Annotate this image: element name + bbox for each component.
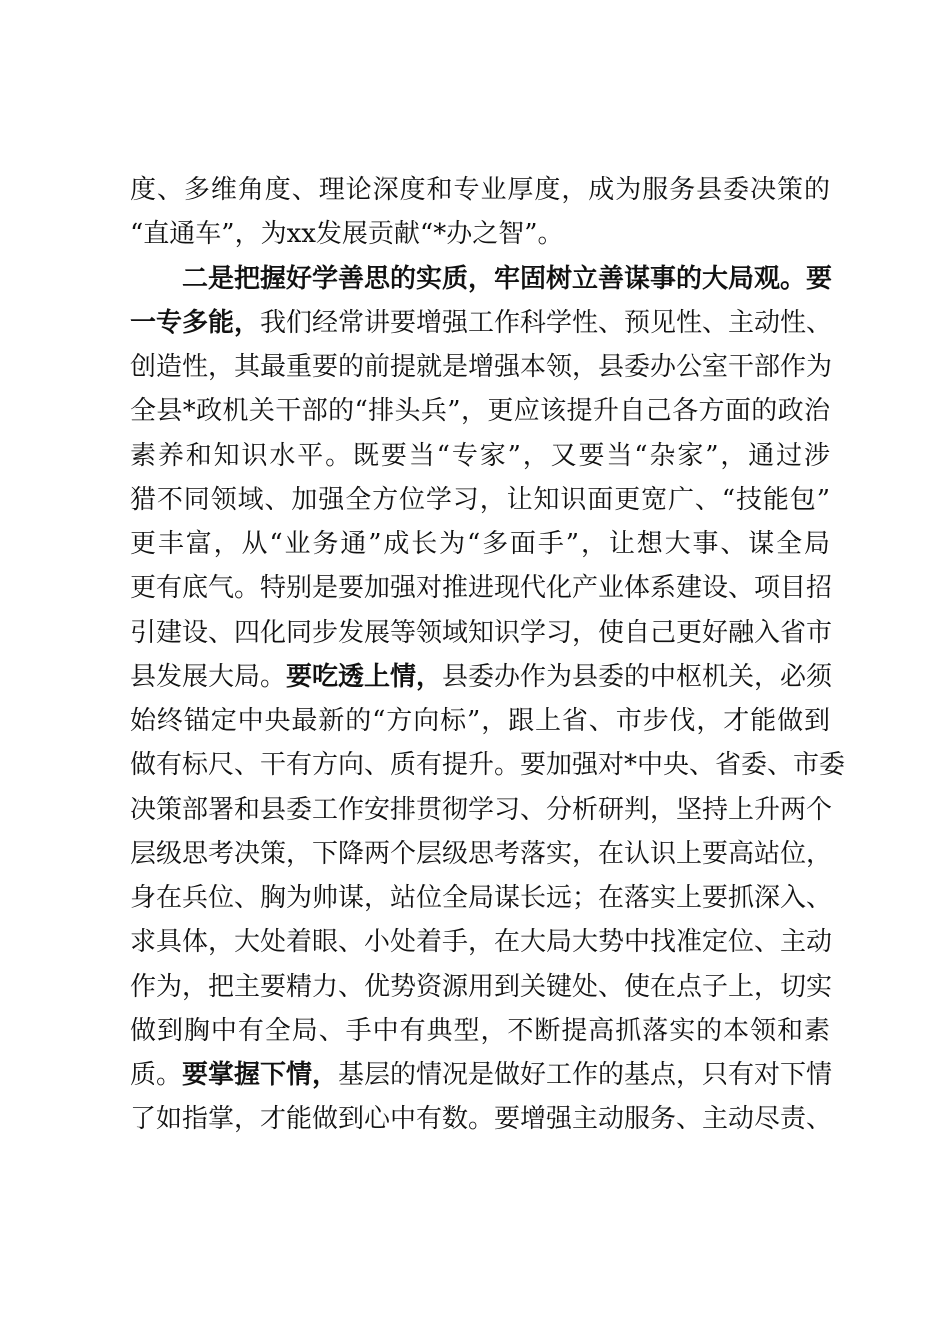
text-segment: 质。: [130, 1060, 183, 1090]
text-line: [130, 788, 833, 832]
text-line: [130, 920, 833, 964]
text-segment: 做有标尺、干有方向、质有提升。要加强对*中央、省委、市委: [130, 750, 846, 781]
text-segment: 始终锚定中央最新的“方向标”，跟上省、市步伐，才能做到: [130, 706, 830, 736]
text-segment: 县委办作为县委的中枢机关，必须: [442, 661, 833, 692]
heading-segment: 要吃透上情，: [286, 661, 443, 692]
text-segment: 度、多维角度、理论深度和专业厚度，成为服务县委决策的: [130, 175, 830, 205]
text-line: [130, 965, 833, 1009]
text-line: [130, 743, 846, 787]
text-segment: 更有底气。特别是要加强对推进现代化产业体系建设、项目招: [130, 573, 833, 604]
text-segment: 身在兵位、胸为帅谋，站位全局谋长远；在落实上要抓深入、: [130, 883, 833, 913]
text-segment: 创造性，其最重要的前提就是增强本领，县委办公室干部作为: [130, 352, 833, 382]
text-line: [130, 345, 833, 389]
text-line: [130, 1009, 830, 1053]
text-segment: 猎不同领域、加强全方位学习，让知识面更宽广、“技能包”: [130, 484, 830, 515]
text-line: [130, 478, 830, 522]
text-segment: “直通车”，为xx发展贡献“*办之智”。: [130, 219, 564, 250]
text-segment: 素养和知识水平。既要当“专家”，又要当“杂家”，通过涉: [130, 440, 830, 471]
document-body: [130, 168, 846, 1142]
text-segment: 层级思考决策，下降两个层级思考落实，在认识上要高站位，: [130, 838, 833, 869]
text-segment: 决策部署和县委工作安排贯彻学习、分析研判，坚持上升两个: [130, 794, 833, 825]
text-segment: 引建设、四化同步发展等领域知识学习，使自己更好融入省市: [130, 617, 833, 648]
text-line: [130, 212, 830, 256]
text-segment: 县发展大局。: [130, 661, 287, 692]
text-line: [130, 566, 833, 610]
heading-segment: 一专多能，: [130, 307, 261, 338]
text-segment: 更丰富，从“业务通”成长为“多面手”，让想大事、谋全局: [130, 529, 830, 559]
heading-segment: 要掌握下情，: [182, 1060, 339, 1090]
text-line: [130, 1053, 833, 1097]
text-segment: 我们经常讲要增强工作科学性、预见性、主动性、: [260, 307, 833, 338]
text-segment: 做到胸中有全局、手中有典型，不断提高抓落实的本领和素: [130, 1015, 830, 1046]
text-line: [130, 257, 833, 301]
text-line: [130, 434, 830, 478]
text-line: [130, 168, 830, 212]
text-segment: 基层的情况是做好工作的基点，只有对下情: [338, 1060, 833, 1090]
text-segment: 了如指掌，才能做到心中有数。要增强主动服务、主动尽责、: [130, 1104, 833, 1135]
text-line: [130, 611, 833, 655]
text-line: [130, 699, 830, 743]
text-line: [130, 389, 830, 433]
text-segment: 作为，把主要精力、优势资源用到关键处、使在点子上，切实: [130, 971, 833, 1002]
text-segment: 求具体，大处着眼、小处着手，在大局大势中找准定位、主动: [130, 927, 833, 958]
text-line: [130, 522, 830, 566]
text-line: [130, 876, 833, 920]
text-segment: 全县*政机关干部的“排头兵”，更应该提升自己各方面的政治: [130, 396, 830, 427]
text-line: [130, 655, 833, 699]
text-line: [130, 832, 833, 876]
text-line: [130, 1097, 833, 1141]
text-line: [130, 301, 833, 345]
heading-segment: 二是把握好学善思的实质，牢固树立善谋事的大局观。要: [182, 263, 833, 294]
